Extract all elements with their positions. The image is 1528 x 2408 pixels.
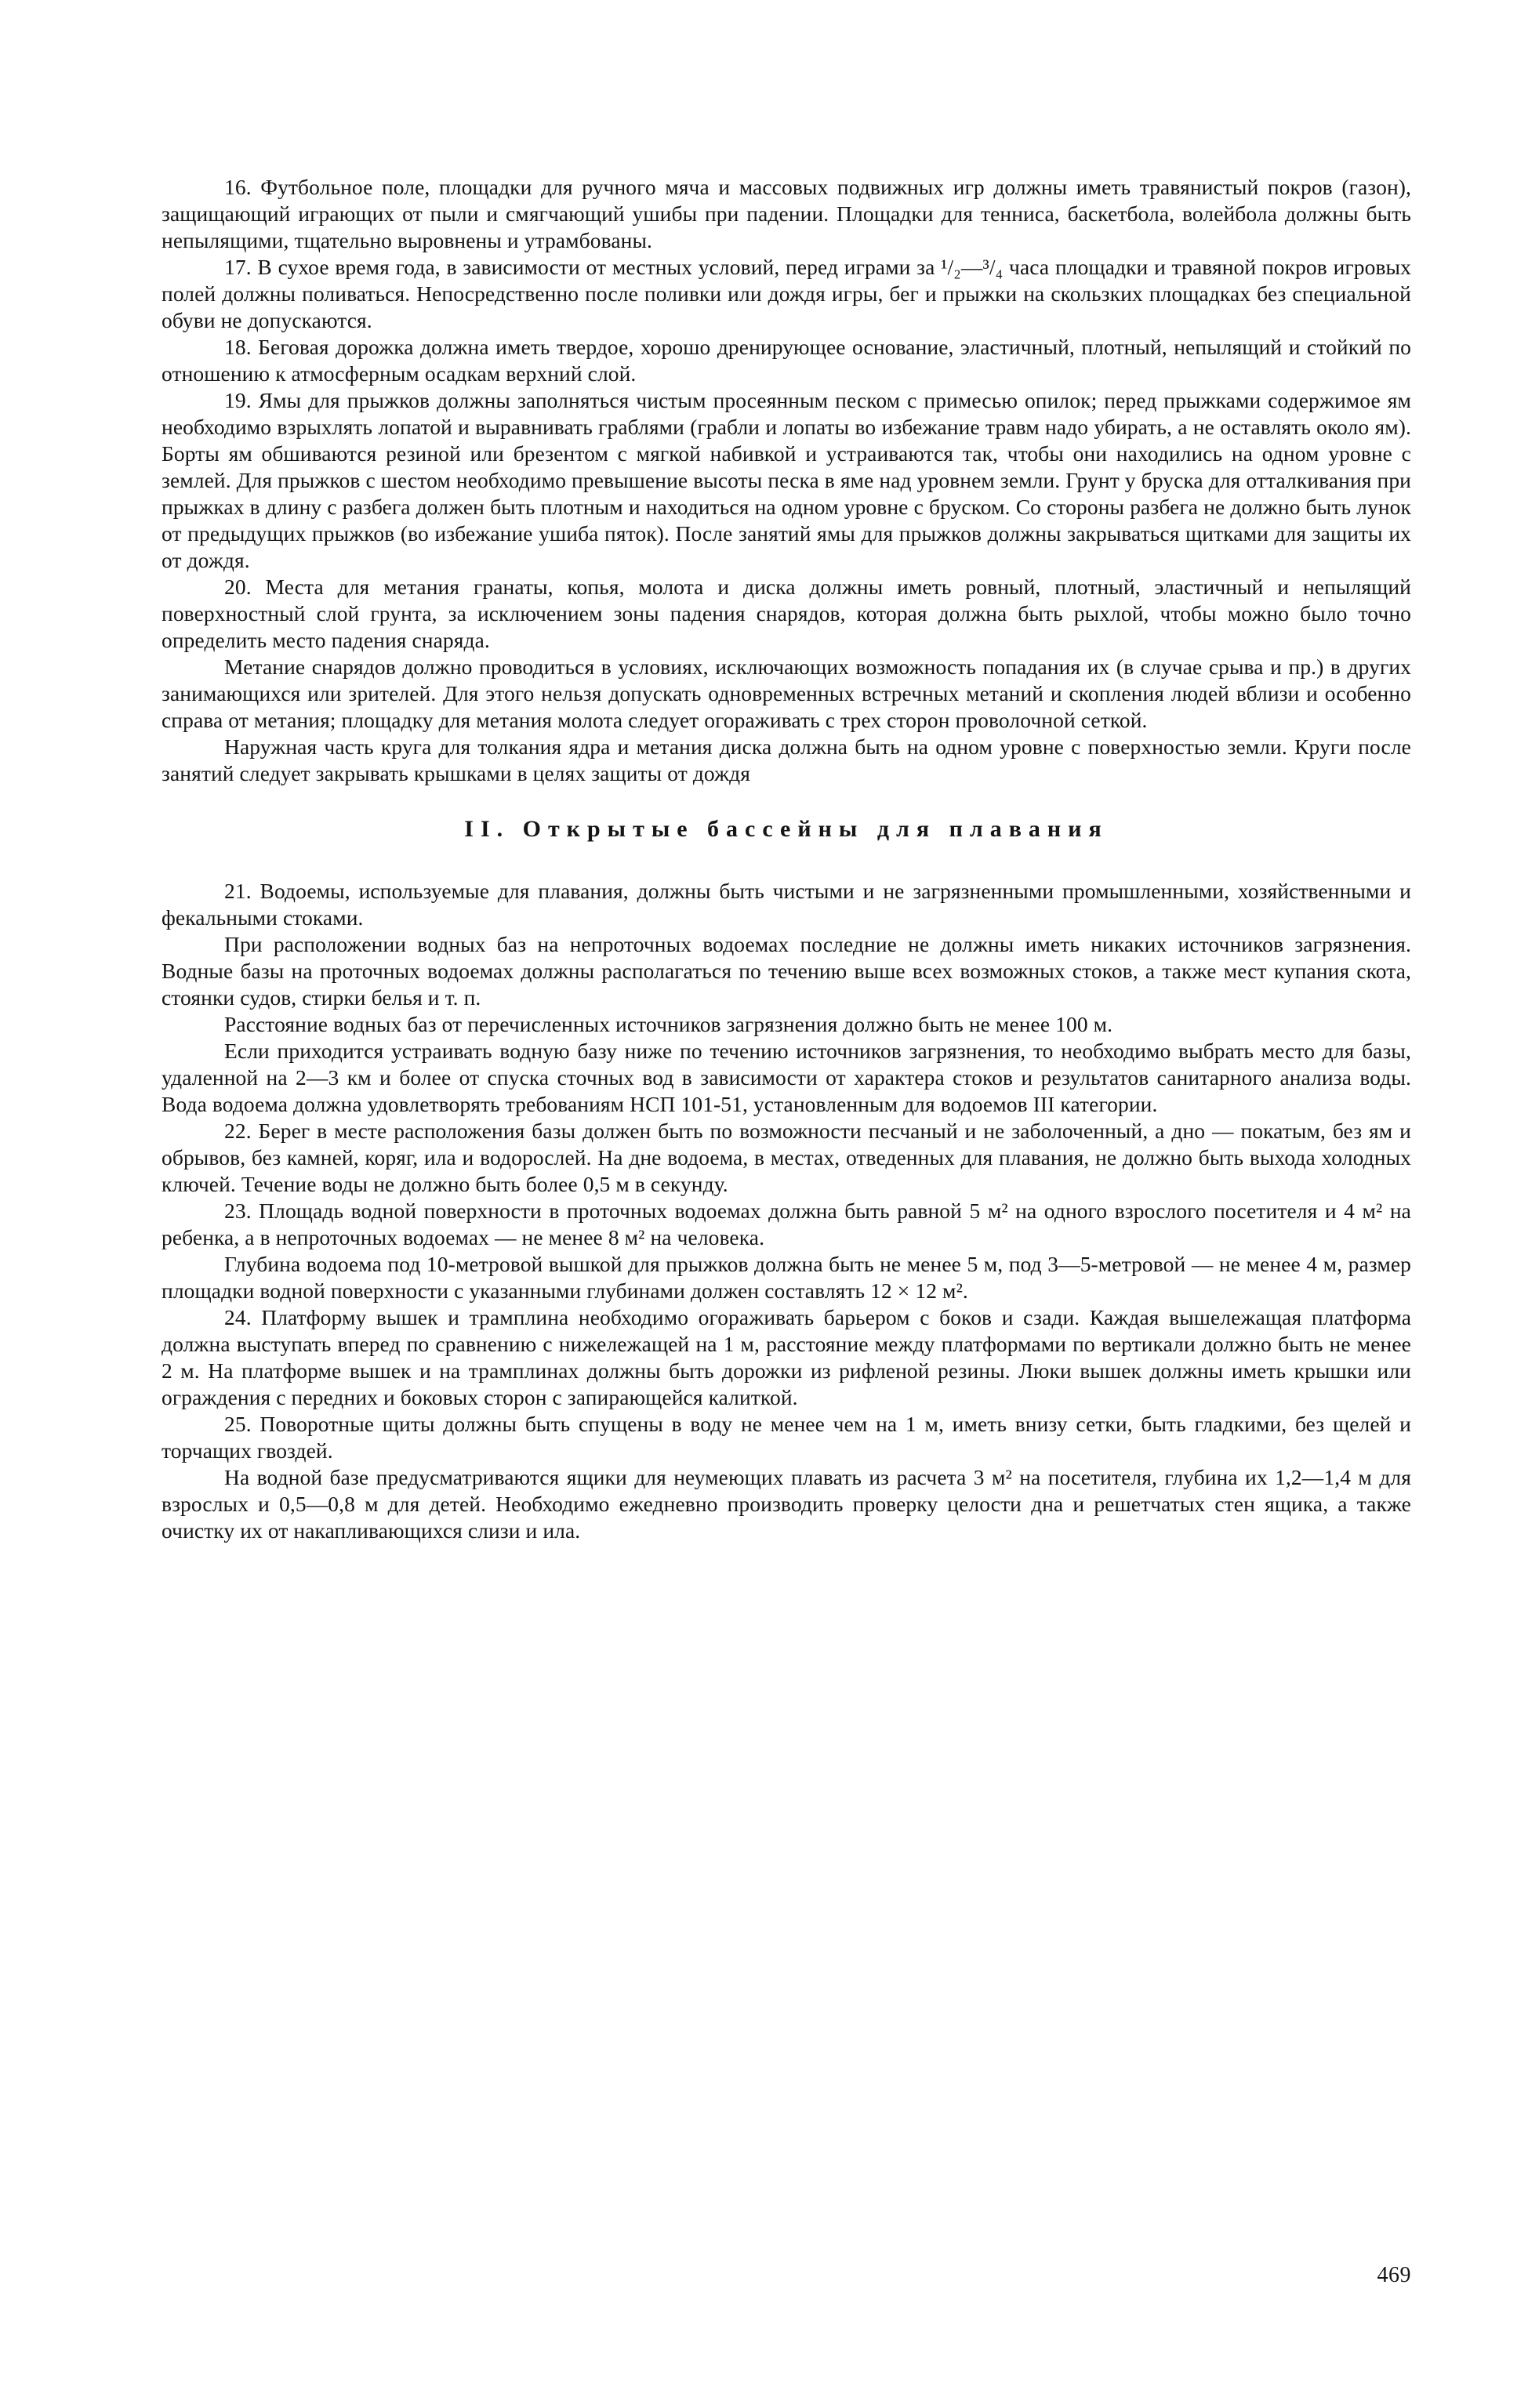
section-sports-fields — [162, 174, 1411, 787]
paragraph-25: 25. Поворотные щиты должны быть спущены в воду не менее чем на 1 м, иметь внизу сетки, быть гладкими, без щелей и торчащих гвоздей. — [162, 1412, 1411, 1463]
paragraph-shot-put-circle: Наружная часть круга для толкания ядра и метания диска должна быть на одном уровне с поверхностью земли. Круги после занятий следует закрывать крышками в целях защиты от дождя — [162, 734, 1411, 785]
paragraph-throwing: Метание снарядов должно проводиться в условиях, исключающих возможность попадания их (в случае срыва и пр.) в других занимающихся или зрителей. Для этого нельзя допускать одновременных встречных метаний и скопления людей вблизи и особенно справа от метания; площадку для метания молота следует огораживать с трех сторон проволочной сеткой. — [162, 655, 1411, 732]
paragraph-distance: Расстояние водных баз от перечисленных источников загрязнения должно быть не менее 100 м. — [224, 1012, 1113, 1036]
section-open-pools — [162, 878, 1411, 1544]
paragraph-downstream: Если приходится устраивать водную базу ниже по течению источников загрязнения, то необходимо выбрать место для базы, удаленной на 2—3 км и более от спуска сточных вод в зависимости от характера стоков и результатов санитарного анализа воды. Вода водоема должна удовлетворять требованиям НСП 101-51, установленным для водоемов III категории. — [162, 1039, 1411, 1116]
paragraph-21: 21. Водоемы, используемые для плавания, должны быть чистыми и не загрязненными промышленными, хозяйственными и фекальными стоками. — [162, 879, 1411, 930]
paragraph-22: 22. Берег в месте расположения базы должен быть по возможности песчаный и не заболоченный, а дно — покатым, без ям и обрывов, без камней, коряг, ила и водорослей. На дне водоема, в местах, отведенных для плавания, не должно быть выхода холодных ключей. Течение воды не должно быть более 0,5 м в секунду. — [162, 1119, 1411, 1196]
paragraph-boxes: На водной базе предусматриваются ящики для неумеющих плавать из расчета 3 м² на посетителя, глубина их 1,2—1,4 м для взрослых и 0,5—0,8 м для детей. Необходимо ежедневно производить проверку целости дна и решетчатых стен ящика, а также очистку их от накапливающихся слизи и ила. — [162, 1465, 1411, 1543]
paragraph-18: 18. Беговая дорожка должна иметь твердое, хорошо дренирующее основание, эластичный, плотный, непылящий и стойкий по отношению к атмосферным осадкам верхний слой. — [162, 335, 1411, 386]
paragraph-23: 23. Площадь водной поверхности в проточных водоемах должна быть равной 5 м² на одного взрослого посетителя и 4 м² на ребенка, а в непроточных водоемах — не менее 8 м² на человека. — [162, 1199, 1411, 1249]
section-heading: II. Открытые бассейны для плавания — [464, 816, 1109, 842]
paragraph-17: 17. В сухое время года, в зависимости от местных условий, перед играми за ¹/₂—³/₄ часа площадки и травяной покров игровых полей должны поливаться. Непосредственно после поливки или дождя игры, бег и прыжки на скользких площадках без специальной обуви не допускаются. — [162, 255, 1411, 332]
paragraph-20: 20. Места для метания гранаты, копья, молота и диска должны иметь ровный, плотный, эластичный и непылящий поверхностный слой грунта, за исключением зоны падения снарядов, которая должна быть рыхлой, чтобы можно было точно определить место падения снаряда. — [162, 575, 1411, 652]
page-number: 469 — [1377, 2263, 1411, 2287]
document-page — [162, 174, 1411, 1544]
paragraph-16: 16. Футбольное поле, площадки для ручного мяча и массовых подвижных игр должны иметь травянистый покров (газон), защищающий играющих от пыли и смягчающий ушибы при падении. Площадки для тенниса, баскетбола, волейбола должны быть непылящими, тщательно выровнены и утрамбованы. — [162, 175, 1411, 252]
paragraph-water-base-location: При расположении водных баз на непроточных водоемах последние не должны иметь никаких источников загрязнения. Водные базы на проточных водоемах должны располагаться по течению выше всех возможных стоков, а также мест купания скота, стоянки судов, стирки белья и т. п. — [162, 932, 1411, 1010]
paragraph-19: 19. Ямы для прыжков должны заполняться чистым просеянным песком с примесью опилок; перед прыжками содержимое ям необходимо взрыхлять лопатой и выравнивать граблями (грабли и лопаты во избежание травм надо убирать, а не оставлять около ям). Борты ям обшиваются резиной или брезентом с мягкой набивкой и устраиваются так, чтобы они находились на одном уровне с землей. Для прыжков с шестом необходимо превышение высоты песка в яме над уровнем земли. Грунт у бруска для отталкивания при прыжках в длину с разбега должен быть плотным и находиться на одном уровне с бруском. Со стороны разбега не должно быть лунок от предыдущих прыжков (во избежание ушиба пяток). После занятий ямы для прыжков должны закрываться щитками для защиты их от дождя. — [162, 388, 1411, 572]
paragraph-depth: Глубина водоема под 10-метровой вышкой для прыжков должна быть не менее 5 м, под 3—5-метровой — не менее 4 м, размер площадки водной поверхности с указанными глубинами должен составлять 12 × 12 м². — [162, 1252, 1411, 1303]
paragraph-24: 24. Платформу вышек и трамплина необходимо огораживать барьером с боков и сзади. Каждая вышележащая платформа должна выступать вперед по сравнению с нижележащей на 1 м, расстояние между платформами по вертикали должно быть не менее 2 м. На платформе вышек и на трамплинах должны быть дорожки из рифленой резины. Люки вышек должны иметь крышки или ограждения с передних и боковых сторон с запирающейся калиткой. — [162, 1305, 1411, 1409]
